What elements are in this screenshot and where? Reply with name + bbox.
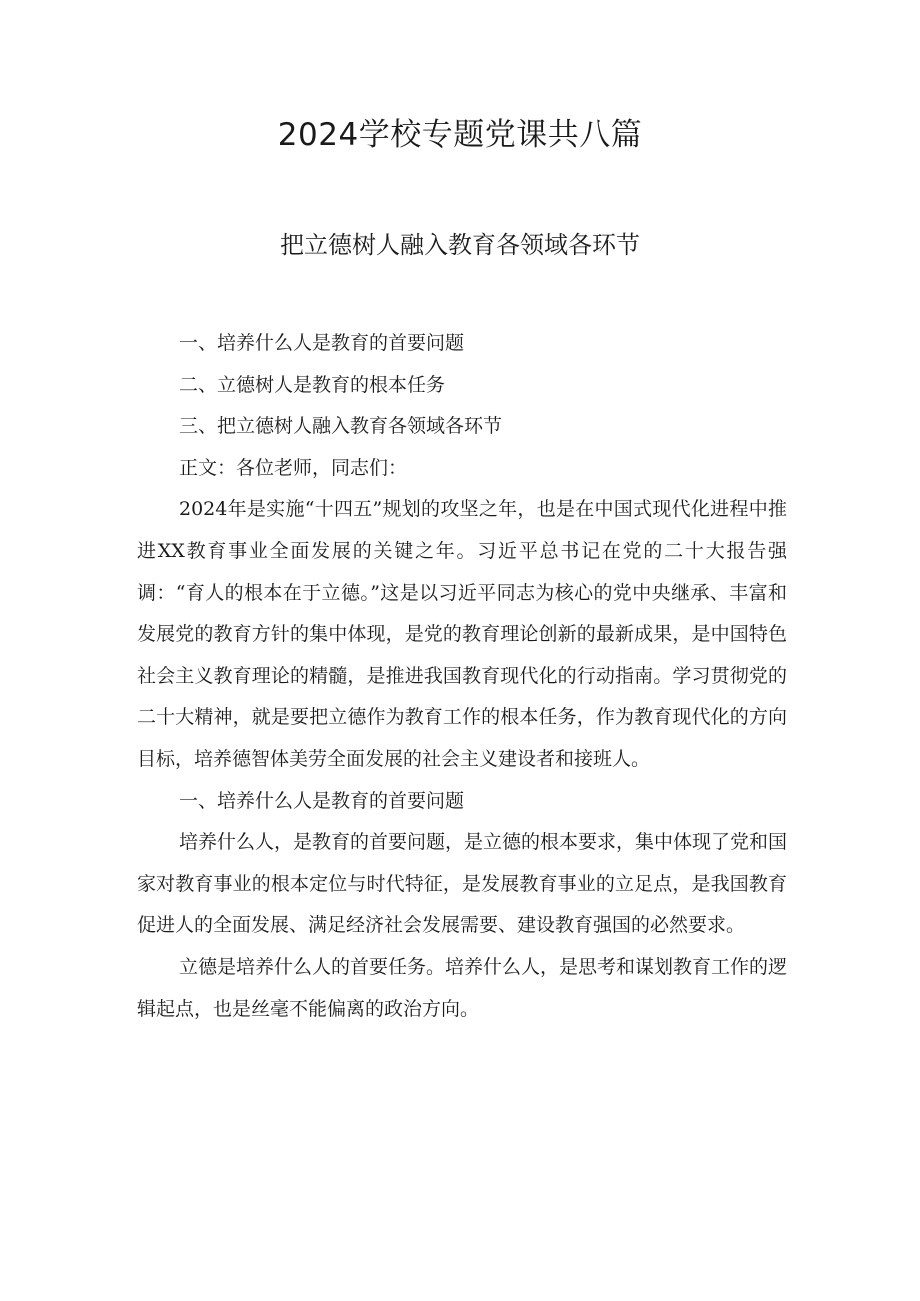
- document-body: [137, 323, 787, 1030]
- paragraph-intro: 2024年是实施“十四五”规划的攻坚之年，也是在中国式现代化进程中推进XX教育事业全面发展的关键之年。习近平总书记在党的二十大报告强调：“育人的根本在于立德。”这是以习近平同志为核心的党中央继承、丰富和发展党的教育方针的集中体现，是党的教育理论创新的最新成果，是中国特色社会主义教育理论的精髓，是推进我国教育现代化的行动指南。学习贯彻党的二十大精神，就是要把立德作为教育工作的根本任务，作为教育现代化的方向目标，培养德智体美劳全面发展的社会主义建设者和接班人。: [137, 498, 787, 770]
- outline-item-1: 一、培养什么人是教育的首要问题: [179, 332, 465, 354]
- document-subtitle: 把立德树人融入教育各领域各环节: [280, 231, 640, 259]
- section-heading-1: 一、培养什么人是教育的首要问题: [179, 789, 465, 812]
- outline-item-3: 三、把立德树人融入教育各领域各环节: [179, 415, 503, 438]
- outline-item-2: 二、立德树人是教育的根本任务: [179, 373, 446, 396]
- document-title: 2024学校专题党课共八篇: [277, 117, 643, 153]
- paragraph-lide: 立德是培养什么人的首要任务。培养什么人，是思考和谋划教育工作的逻辑起点，也是丝毫不能偏离的政治方向。: [137, 955, 788, 1020]
- salutation: 正文：各位老师，同志们：: [179, 456, 408, 479]
- paragraph-section-1: 培养什么人，是教育的首要问题，是立德的根本要求，集中体现了党和国家对教育事业的根本定位与时代特征，是发展教育事业的立足点，是我国教育促进人的全面发展、满足经济社会发展需要、建设教育强国的必然要求。: [137, 831, 788, 937]
